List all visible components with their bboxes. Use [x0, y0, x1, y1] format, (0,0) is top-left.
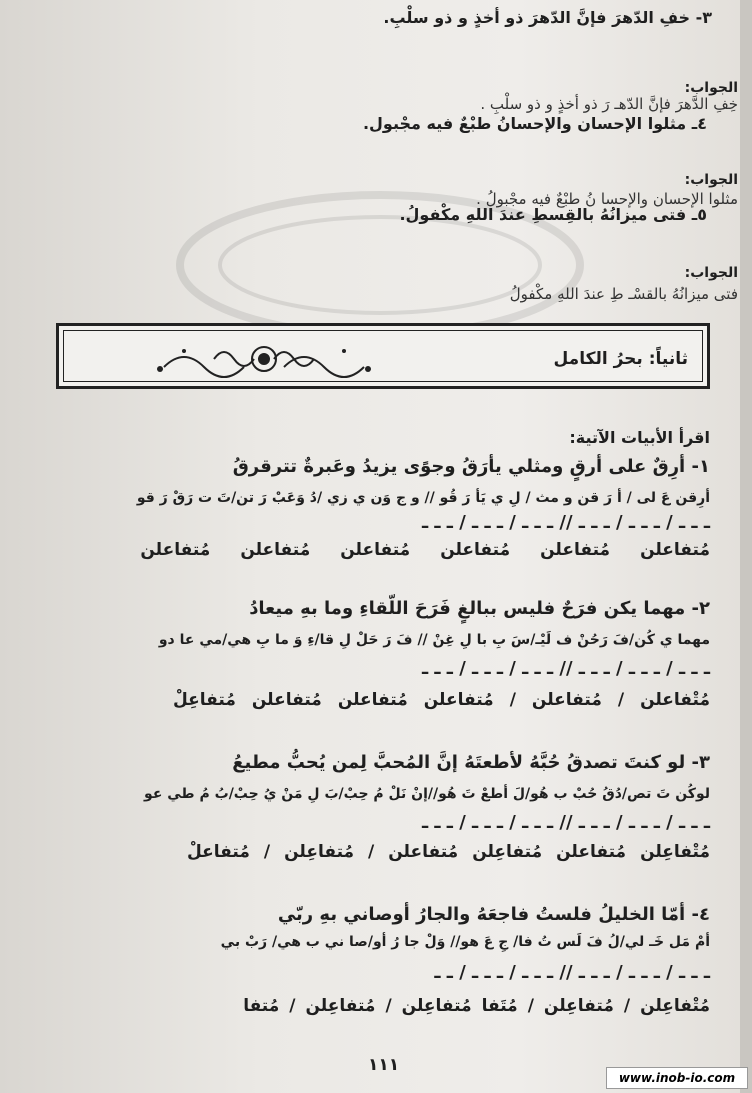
tafila: مُتفاعلن	[440, 540, 511, 560]
tafila: مُتفاعلن	[240, 540, 311, 560]
verse-text: لو كنتَ تصدقُ حُبَّهُ لأطعتَهُ إنَّ المُحبَّ لِمن يُحبُّ مطيعُ	[232, 752, 686, 773]
verse-text: أرِقٌ على أرقٍ ومثلي يأرَقُ وجوًى يزيدُ وعَبرةٌ تترقرقُ	[232, 456, 686, 477]
verse-number: ١-	[691, 456, 710, 477]
page-number: ١١١	[368, 1055, 400, 1075]
tafila: /	[623, 996, 631, 1016]
website-watermark[interactable]: www.inob-io.com	[606, 1067, 748, 1089]
page-edge	[740, 0, 752, 1093]
tafila: مُتْفاعِلن	[640, 996, 710, 1016]
tafila: مُتفاعلْ	[187, 842, 250, 862]
question-4: ٤ـ مثلوا الإحسان والإحسانُ طبْعٌ فيه مجْبول.	[362, 114, 707, 133]
tafila: مُتفاعلن	[140, 540, 211, 560]
verse-1-scansion: أرِقن عَ لى / أ رَ قن و مث / لِ ي يَأ رَ قُو // و ج وَن ي زي /دُ وَعَبْ رَ تن/تَ ت رَقْ رَ قو	[136, 490, 710, 506]
answer-label-5: الجواب:	[684, 265, 738, 281]
tafila: مُتفاعلن	[423, 690, 494, 710]
verse-1-meter: ـ ـ ـ / ـ ـ ـ / ـ ـ ـ // ـ ـ ـ / ـ ـ ـ / ـ ـ ـ	[421, 512, 710, 533]
tafila: مُتفاعِلن	[472, 842, 543, 862]
tafila: مُتفاعِلن	[284, 842, 355, 862]
verse-text: مهما يكن فرَحٌ فليس ببالغٍ فَرَحَ اللّقاءِ وما بهِ ميعادُ	[249, 598, 686, 619]
tafila: مُتْفاعلن	[640, 690, 710, 710]
verse-2-meter: ـ ـ ـ / ـ ـ ـ / ـ ـ ـ // ـ ـ ـ / ـ ـ ـ / ـ ـ ـ	[421, 658, 710, 679]
tafila: /	[617, 690, 625, 710]
tafila: مُتفاعلن	[340, 540, 411, 560]
verse-text: أمّا الخليلُ فلستُ فاجعَهُ والجارُ أوصاني بهِ ربّي	[277, 904, 686, 925]
answer-text-3: خِفِ الدَّهرَ فإنَّ الدّهـ رَ ذو أخذٍ و ذو سلْبِ .	[480, 95, 738, 113]
answer-text-4: مثلوا الإحسان والإحسا نُ طبْعٌ فيه مجْبولُ .	[476, 190, 738, 208]
verse-3-scansion: لوكُن تَ تص/دُقُ حُبْ ب هُو/لَ أطعْ تَ هُو//إنْ نَلْ مُ حِبْ/بَ لِ مَنْ يُ حِبْ/بُ مُ طي عو	[144, 786, 710, 802]
tafila: /	[289, 996, 296, 1016]
tafila: مُتفاعلن	[540, 540, 611, 560]
tafila: مُتفاعِلن	[401, 996, 472, 1016]
tafila: مُتفاعلن	[531, 690, 602, 710]
verse-3	[232, 752, 710, 773]
tafila: مُتفاعلن	[337, 690, 408, 710]
tafila: /	[368, 842, 375, 862]
section-title: ثانياً: بحرُ الكامل	[553, 349, 688, 369]
question-5: ٥ـ فتى ميزانُهُ بالقِسطِ عندَ اللهِ مكْفولُ.	[399, 205, 707, 224]
verse-4-meter: ـ ـ ـ / ـ ـ ـ / ـ ـ ـ // ـ ـ ـ / ـ ـ ـ / ـ ـ	[434, 962, 710, 983]
answer-label-4: الجواب:	[684, 172, 738, 188]
tafila: مُتفاعِلْ	[173, 690, 236, 710]
banner-inner-frame	[63, 330, 703, 382]
section-banner	[56, 323, 710, 389]
tafila: مُتفاعلن	[640, 540, 710, 560]
answer-label-3: الجواب:	[684, 80, 738, 96]
tafila: مُتفاعلن	[388, 842, 459, 862]
tafila: مُتفاعلن	[556, 842, 627, 862]
answer-text-5: فتى ميزانُهُ بالقسْـ طِ عندَ اللهِ مكْفولُ	[509, 285, 738, 303]
tafila: /	[385, 996, 392, 1016]
verse-2-tafilat	[173, 690, 710, 710]
verse-4	[278, 904, 710, 925]
tafila: مُتْفاعِلن	[640, 842, 710, 862]
verse-1-tafilat	[140, 540, 710, 560]
tafila: مُتفا	[243, 996, 280, 1016]
verse-1	[233, 456, 710, 477]
ornament-icon	[154, 337, 374, 381]
tafila: /	[509, 690, 516, 710]
tafila: /	[527, 996, 534, 1016]
read-instruction: اقرأ الأبيات الآتية:	[569, 428, 710, 447]
verse-number: ٢-	[691, 598, 710, 619]
verse-4-scansion: أمْ مَل خَـ لي/لُ فَ لَس تُ فا/ جِ عَ هو// وَلْ جا رُ أو/صا ني ب هي/ رَبْ بي	[220, 934, 710, 950]
verse-4-tafilat	[243, 996, 710, 1016]
tafila: مُتفاعِلن	[305, 996, 376, 1016]
tafila: /	[263, 842, 271, 862]
tafila: مُتفاعلن	[251, 690, 322, 710]
verse-3-meter: ـ ـ ـ / ـ ـ ـ / ـ ـ ـ // ـ ـ ـ / ـ ـ ـ / ـ ـ ـ	[421, 812, 710, 833]
tafila: مُتَفا	[481, 996, 518, 1016]
verse-number: ٣-	[691, 752, 710, 773]
tafila: مُتفاعِلن	[543, 996, 614, 1016]
verse-number: ٤-	[691, 904, 710, 925]
verse-2-scansion: مهما ي كُن/فَ رَحُنْ ف لَيْـ/سَ بِ با لِ غِنْ // فَ رَ حَلْ لِ قا/ءِ وَ ما بِ هي/مي عا دو	[158, 632, 710, 648]
verse-3-tafilat	[187, 842, 710, 862]
verse-2	[249, 598, 710, 619]
top-line: ٣- خفِ الدّهرَ فإنَّ الدّهرَ ذو أخذٍ و ذو سلْبِ.	[383, 8, 712, 27]
